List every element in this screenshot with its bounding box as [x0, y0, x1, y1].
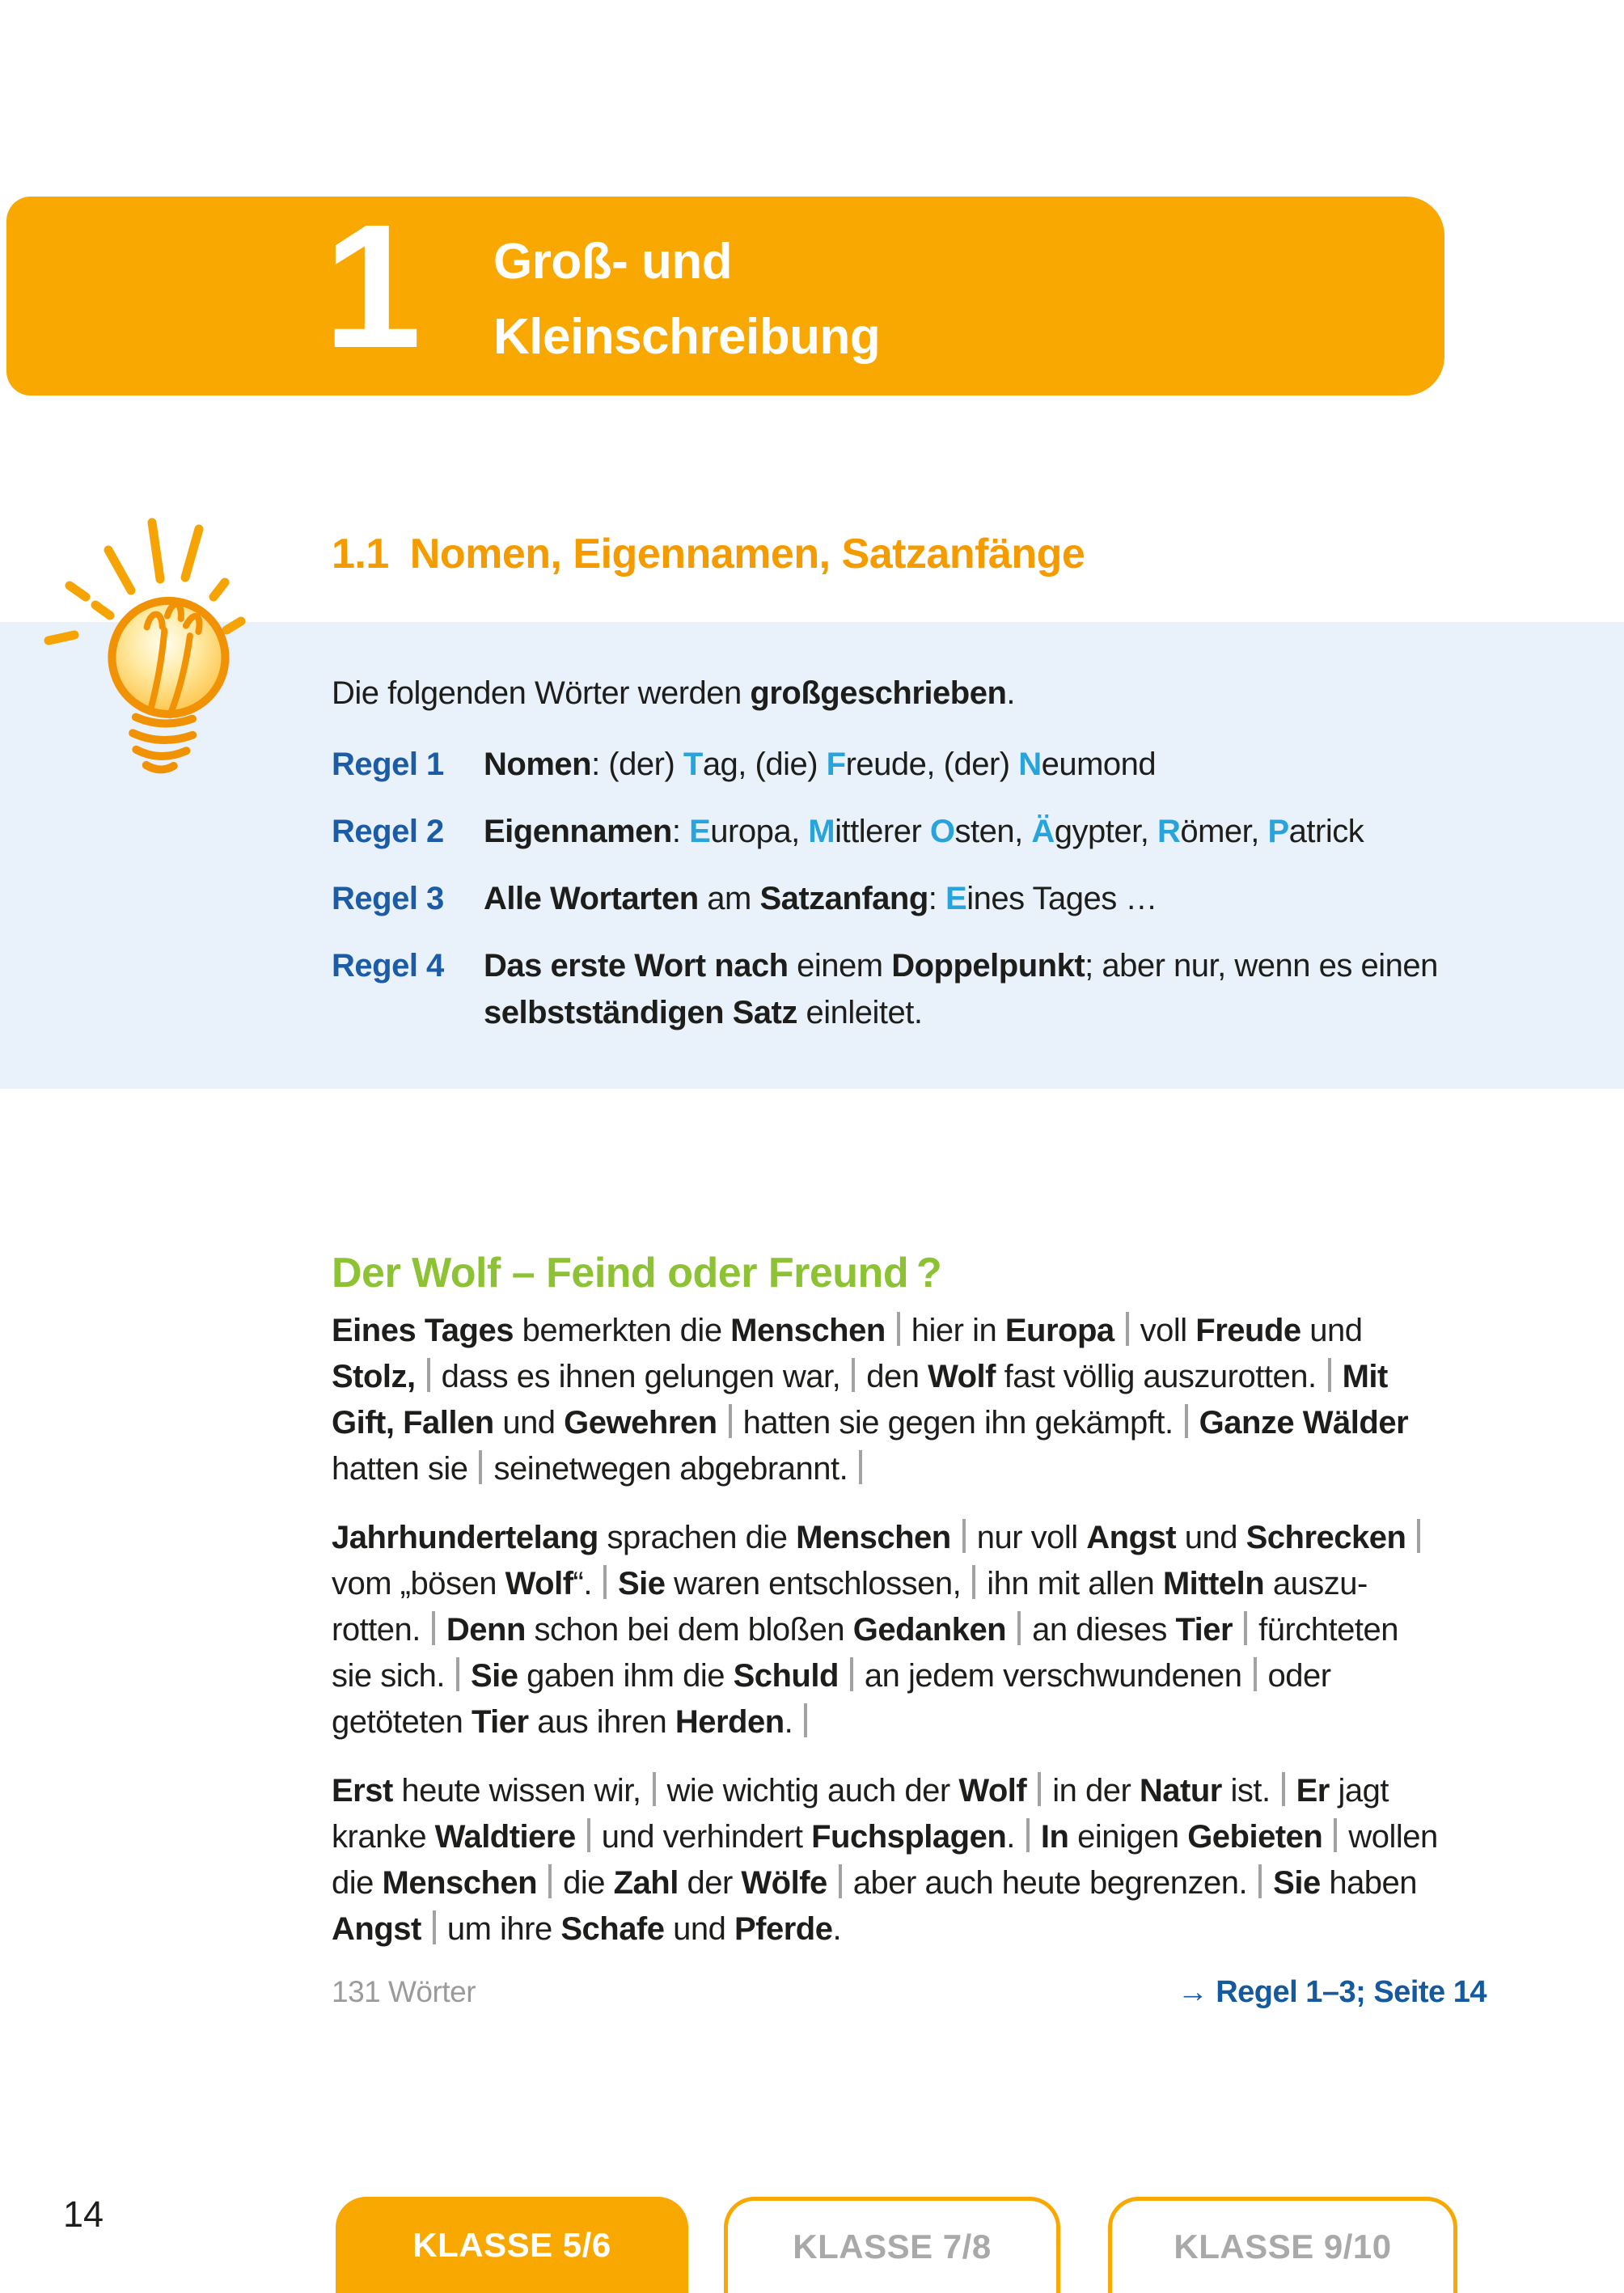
rule-row-4: [332, 942, 1488, 1036]
phrase-separator: [1282, 1772, 1285, 1806]
phrase-separator: [432, 1611, 435, 1645]
rule-content: Nomen: (der) Tag, (die) Freude, (der) Neumond: [484, 747, 1157, 782]
rule-label: Regel 3: [332, 881, 444, 916]
phrase-separator: [427, 1358, 430, 1392]
phrase-separator: [850, 1657, 853, 1691]
story-section: [332, 1250, 1487, 2010]
phrase-separator: [804, 1703, 807, 1737]
phrase-separator: [1038, 1772, 1041, 1806]
phrase-separator: [653, 1772, 656, 1806]
phrase-separator: [1417, 1519, 1420, 1553]
rule-row-3: [332, 875, 1488, 922]
phrase-separator: [603, 1565, 607, 1599]
rule-label: Regel 2: [332, 814, 444, 849]
rules-content: [332, 670, 1488, 1056]
rule-content: Eigennamen: Europa, Mittlerer Osten, Ägypter, Römer, Patrick: [484, 814, 1364, 849]
word-count: 131 Wörter: [332, 1975, 476, 2008]
phrase-separator: [433, 1910, 436, 1944]
phrase-separator: [1254, 1657, 1257, 1691]
rule-reference-link[interactable]: [1178, 1975, 1487, 2010]
rule-reference-text: Regel 1–3; Seite 14: [1216, 1975, 1487, 2009]
story-paragraph: Eines Tages bemerkten die Menschen hier in Europa voll Freude und Stolz, dass es ihnen gelungen war, den Wolf fast völlig auszurotten. Mit Gift, Fallen und Gewehren hatten sie gegen ihn gekämpft. Ganze Wälder hatten sie seinetwegen abgebrannt.: [332, 1313, 1409, 1487]
section-number: 1.1: [332, 531, 389, 577]
rule-row-1: [332, 741, 1488, 788]
phrase-separator: [897, 1312, 900, 1346]
tab-label: KLASSE 5/6: [412, 2225, 611, 2264]
tab-klasse-5-6[interactable]: [336, 2197, 688, 2293]
lightbulb-icon: [40, 508, 251, 823]
chapter-banner: [6, 188, 1444, 396]
phrase-separator: [1017, 1611, 1021, 1645]
chapter-title: [493, 224, 880, 374]
phrase-separator: [456, 1657, 459, 1691]
page-number: 14: [63, 2194, 104, 2235]
story-paragraph: Erst heute wissen wir, wie wichtig auch der Wolf in der Natur ist. Er jagt kranke Waldtiere und verhindert Fuchsplagen. In einigen Gebieten wollen die Menschen die Zahl der Wölfe aber auch heute begrenzen. Sie haben Angst um ihre Schafe und Pferde.: [332, 1773, 1438, 1947]
phrase-separator: [587, 1818, 590, 1852]
section-heading: [332, 530, 1085, 578]
phrase-separator: [1258, 1864, 1262, 1898]
phrase-separator: [859, 1450, 862, 1484]
rules-intro: Die folgenden Wörter werden großgeschrieben.: [332, 675, 1016, 711]
lightbulb-bulb: [103, 596, 230, 774]
phrase-separator: [1334, 1818, 1337, 1852]
phrase-separator: [1126, 1312, 1129, 1346]
phrase-separator: [479, 1450, 482, 1484]
chapter-number: 1: [324, 188, 422, 385]
phrase-separator: [1026, 1818, 1030, 1852]
story-footer: [332, 1975, 1487, 2010]
story-title: Der Wolf – Feind oder Freund ?: [332, 1250, 942, 1297]
phrase-separator: [852, 1358, 855, 1392]
rule-content: Das erste Wort nach einem Doppelpunkt; aber nur, wenn es einen selbstständigen Satz einleitet.: [484, 948, 1438, 1030]
rule-content: Alle Wortarten am Satzanfang: Eines Tages …: [484, 881, 1157, 916]
rule-label: Regel 4: [332, 948, 444, 984]
phrase-separator: [972, 1565, 975, 1599]
tab-klasse-7-8[interactable]: [724, 2197, 1060, 2293]
phrase-separator: [962, 1519, 966, 1553]
phrase-separator: [1185, 1404, 1188, 1438]
tab-klasse-9-10[interactable]: [1108, 2197, 1457, 2293]
tab-label: KLASSE 9/10: [1174, 2227, 1392, 2266]
phrase-separator: [1244, 1611, 1247, 1645]
tab-label: KLASSE 7/8: [793, 2227, 992, 2266]
rule-label: Regel 1: [332, 747, 444, 782]
chapter-title-line2: Kleinschreibung: [493, 309, 881, 365]
arrow-right-icon: →: [1177, 1975, 1208, 2009]
story-paragraph: Jahrhundertelang sprachen die Menschen nur voll Angst und Schrecken vom „bösen Wolf“. Sie waren entschlossen, ihn mit allen Mitteln auszu- rotten. Denn schon bei dem bloßen Gedanken an dieses Tier fürchteten sie sich. Sie gaben ihm die Schuld an jedem verschwundenen oder getöteten Tier aus ihren Herden.: [332, 1515, 1487, 1745]
phrase-separator: [1328, 1358, 1331, 1392]
rule-row-2: [332, 808, 1488, 855]
phrase-separator: [548, 1864, 552, 1898]
phrase-separator: [839, 1864, 842, 1898]
chapter-title-line1: Groß- und: [493, 234, 733, 290]
phrase-separator: [729, 1404, 732, 1438]
section-title: Nomen, Eigennamen, Satzanfänge: [409, 531, 1085, 577]
